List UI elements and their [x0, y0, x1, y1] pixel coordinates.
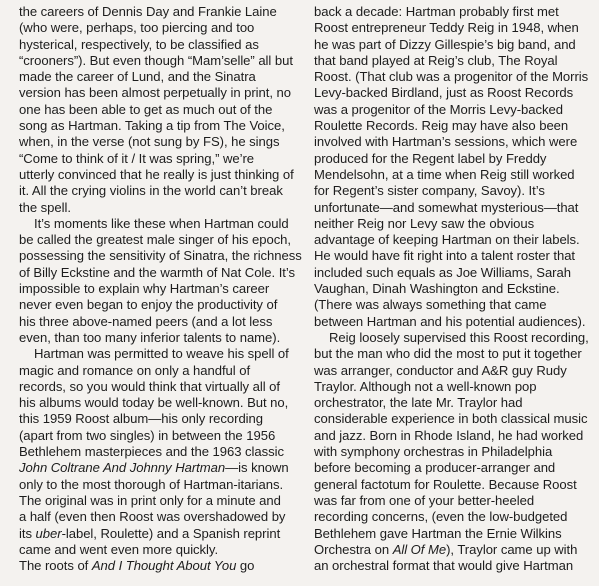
- text-line: magic and romance on only a handful of: [19, 362, 251, 378]
- text-line: (who were, perhaps, too piercing and too: [19, 20, 255, 36]
- text-line: The original was in print only for a minute and: [19, 492, 281, 508]
- text-line: John Coltrane And Johnny Hartman—is known: [19, 460, 289, 476]
- text-line: made the career of Lund, and the Sinatra: [19, 69, 256, 85]
- text-line: and jazz. Born in Rhode Island, he had worked: [314, 427, 584, 443]
- text-line: Roulette Records. Reig may have also been: [314, 118, 569, 134]
- text-line: version has been almost perpetually in print, no: [19, 85, 292, 101]
- text-line: included such equals as Joe Williams, Sarah: [314, 264, 571, 280]
- text-line: Roost entrepreneur Teddy Reig in 1948, when: [314, 20, 579, 36]
- text-line: before becoming a producer-arranger and: [314, 460, 556, 476]
- text-line: records, so you would think that virtually all of: [19, 378, 281, 394]
- text-line: produced for the Regent label by Freddy: [314, 150, 547, 166]
- text-line: the careers of Dennis Day and Frankie Laine: [19, 4, 277, 19]
- text-line: was far from one of your better-heeled: [314, 492, 535, 508]
- text-line: with symphony orchestras in Philadelphia: [314, 444, 553, 460]
- text-line: Reig loosely supervised this Roost recording,: [329, 329, 589, 345]
- text-line: came and went even more quickly.: [19, 541, 219, 557]
- text-line: Roost. (That club was a progenitor of the Morris: [314, 69, 589, 85]
- text-line: considerable experience in both classical music: [314, 411, 588, 427]
- text-line: Levy-backed Birdland, just as Roost Records: [314, 85, 574, 101]
- text-line: (There was always something that came: [314, 297, 547, 313]
- text-line: only to the most thorough of Hartman-itarians.: [19, 476, 284, 492]
- text-line: even, than too many inferior talents to name).: [19, 329, 281, 345]
- text-line: “Come to think of it / It was spring,” we’re: [19, 150, 255, 166]
- text-line: his three above-named peers (and a lot less: [19, 313, 273, 329]
- text-line: he was part of Dizzy Gillespie’s big band, and: [314, 36, 576, 52]
- text-line: of Billy Eckstine and the warmth of Nat Cole. It’s: [19, 264, 295, 280]
- text-line: hysterical, respectively, to be classified as: [19, 36, 259, 52]
- text-line: this 1959 Roost album—his only recording: [19, 411, 264, 427]
- text-line: Hartman was permitted to weave his spell of: [34, 346, 289, 362]
- text-line: one has been able to get as much out of the: [19, 101, 273, 117]
- text-line: be called the greatest male singer of his epoch,: [19, 232, 292, 248]
- text-line: general factotum for Roulette. Because Roost: [314, 476, 577, 492]
- text-line: (apart from two singles) in between the 1956: [19, 427, 276, 443]
- text-line: Bethlehem masterpieces and the 1963 classic: [19, 444, 284, 460]
- text-line: Bethlehem gave Hartman the Ernie Wilkins: [314, 525, 562, 541]
- text-line: its uber-label, Roulette) and a Spanish reprint: [19, 525, 281, 541]
- text-line: It’s moments like these when Hartman could: [34, 215, 289, 231]
- text-line: “crooners”). But even though “Mam’selle” all but: [19, 52, 293, 68]
- text-line: possessing the sensitivity of Sinatra, the richness: [19, 248, 302, 264]
- text-line: back a decade: Hartman probably first met: [314, 4, 559, 19]
- text-line: was a progenitor of the Morris Levy-backed: [314, 101, 563, 117]
- text-line: utterly convinced that he really is just thinking of: [19, 166, 294, 182]
- text-line: but the man who did the most to put it together: [314, 346, 582, 362]
- text-line: it. All the crying violins in the world can’t break: [19, 183, 283, 199]
- text-line: involved with Hartman’s sessions, which were: [314, 134, 578, 150]
- text-line: for Regent’s sister company, Savoy). It’s: [314, 183, 545, 199]
- text-line: unfortunate—and somewhat mysterious—that: [314, 199, 579, 215]
- text-line: Mendelsohn, at a time when Reig still worked: [314, 166, 575, 182]
- text-line: recording concerns, (even the low-budgeted: [314, 509, 568, 525]
- text-line: He would have fit right into a talent roster that: [314, 248, 576, 264]
- text-line: Traylor. Although not a well-known pop: [314, 378, 537, 394]
- left-column: [19, 4, 301, 574]
- text-line: The roots of And I Thought About You go: [19, 558, 255, 574]
- text-line: never even began to enjoy the productivity of: [19, 297, 278, 313]
- text-line: a half (even then Roost was overshadowed by: [19, 509, 286, 525]
- text-line: advantage of keeping Hartman on their labels.: [314, 232, 580, 248]
- text-line: was arranger, conductor and A&R guy Rudy: [314, 362, 567, 378]
- text-line: the spell.: [19, 199, 71, 215]
- text-line: between Hartman and his potential audiences).: [314, 313, 586, 329]
- text-line: an orchestral format that would give Hartman: [314, 558, 574, 574]
- text-line: impossible to explain why Hartman’s career: [19, 281, 270, 297]
- text-line: neither Reig nor Levy saw the obvious: [314, 215, 535, 231]
- text-line: his albums would today be well-known. But no,: [19, 395, 289, 411]
- text-line: that band played at Reig’s club, The Royal: [314, 52, 558, 68]
- text-line: when, in the verse (not sung by FS), he sings: [19, 134, 280, 150]
- text-line: Orchestra on All Of Me), Traylor came up with: [314, 541, 578, 557]
- text-line: orchestrator, the late Mr. Traylor had: [314, 395, 523, 411]
- text-line: Vaughan, Dinah Washington and Eckstine.: [314, 281, 560, 297]
- right-column: [314, 4, 588, 574]
- text-line: song as Hartman. Taking a tip from The Voice,: [19, 118, 285, 134]
